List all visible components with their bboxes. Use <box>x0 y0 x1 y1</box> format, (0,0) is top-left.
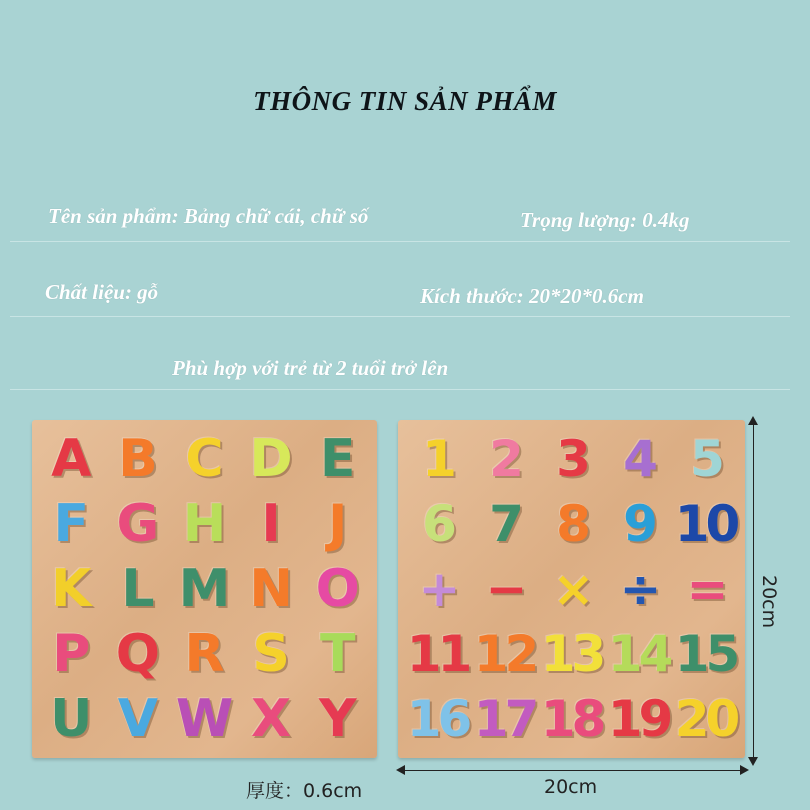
thickness-label: 厚度：0.6cm <box>246 780 363 802</box>
number-grid <box>404 426 739 752</box>
height-label: 20cm <box>758 575 780 629</box>
number-piece: 16 <box>406 690 469 749</box>
letter-piece: B <box>118 428 158 489</box>
page-title: THÔNG TIN SẢN PHẨM <box>253 86 557 116</box>
alphabet-board <box>32 420 377 758</box>
number-piece: 6 <box>422 494 453 553</box>
letter-piece: K <box>51 558 92 619</box>
letter-piece: F <box>53 493 90 554</box>
height-dimension-line <box>753 418 754 762</box>
letter-piece: A <box>51 428 92 489</box>
number-piece: = <box>686 559 725 618</box>
letter-piece: Q <box>115 624 160 685</box>
letter-piece: T <box>319 624 356 685</box>
letter-piece: M <box>178 558 231 619</box>
width-label: 20cm <box>544 776 598 798</box>
product-name: Tên sản phẩm: Bảng chữ cái, chữ số <box>48 204 369 228</box>
number-piece: 8 <box>556 494 587 553</box>
divider <box>10 316 790 317</box>
arrow-left-icon <box>396 765 405 775</box>
letter-piece: L <box>121 558 155 619</box>
letter-piece: U <box>50 689 93 750</box>
product-weight: Trọng lượng: 0.4kg <box>520 208 690 232</box>
letter-piece: N <box>249 558 293 619</box>
letter-piece: H <box>182 493 227 554</box>
number-piece: 14 <box>607 625 670 684</box>
letter-piece: I <box>261 493 281 554</box>
number-piece: 19 <box>607 690 670 749</box>
number-piece: 20 <box>674 690 737 749</box>
number-piece: ÷ <box>619 559 658 618</box>
number-piece: 10 <box>674 494 737 553</box>
number-piece: 12 <box>473 625 536 684</box>
letter-piece: Y <box>318 689 357 750</box>
letter-piece: S <box>252 624 290 685</box>
alphabet-grid <box>38 426 371 752</box>
letter-piece: C <box>185 428 224 489</box>
letter-piece: R <box>184 624 225 685</box>
width-dimension-line <box>398 770 746 771</box>
number-piece: + <box>418 559 457 618</box>
number-piece: 17 <box>473 690 536 749</box>
number-piece: 9 <box>623 494 654 553</box>
arrow-up-icon <box>748 416 758 425</box>
letter-piece: O <box>315 558 360 619</box>
number-piece: 7 <box>489 494 520 553</box>
letter-piece: W <box>175 689 234 750</box>
letter-piece: X <box>251 689 292 750</box>
number-piece: 2 <box>489 429 520 488</box>
number-piece: 18 <box>540 690 603 749</box>
product-size: Kích thước: 20*20*0.6cm <box>420 284 644 308</box>
number-piece: 13 <box>540 625 603 684</box>
number-piece: 5 <box>690 429 721 488</box>
number-piece: × <box>552 559 591 618</box>
number-board <box>398 420 745 758</box>
letter-piece: G <box>116 493 160 554</box>
number-piece: 3 <box>556 429 587 488</box>
letter-piece: P <box>52 624 91 685</box>
letter-piece: E <box>319 428 356 489</box>
number-piece: 4 <box>623 429 654 488</box>
number-piece: 11 <box>406 625 469 684</box>
number-piece: 1 <box>422 429 453 488</box>
letter-piece: D <box>249 428 293 489</box>
letter-piece: J <box>328 493 348 554</box>
arrow-right-icon <box>740 765 749 775</box>
arrow-down-icon <box>748 757 758 766</box>
number-piece: 15 <box>674 625 737 684</box>
product-material: Chất liệu: gỗ <box>45 280 159 304</box>
divider <box>10 389 790 390</box>
letter-piece: V <box>117 689 159 750</box>
product-age: Phù hợp với trẻ từ 2 tuổi trở lên <box>172 356 449 380</box>
divider <box>10 241 790 242</box>
number-piece: − <box>485 559 524 618</box>
